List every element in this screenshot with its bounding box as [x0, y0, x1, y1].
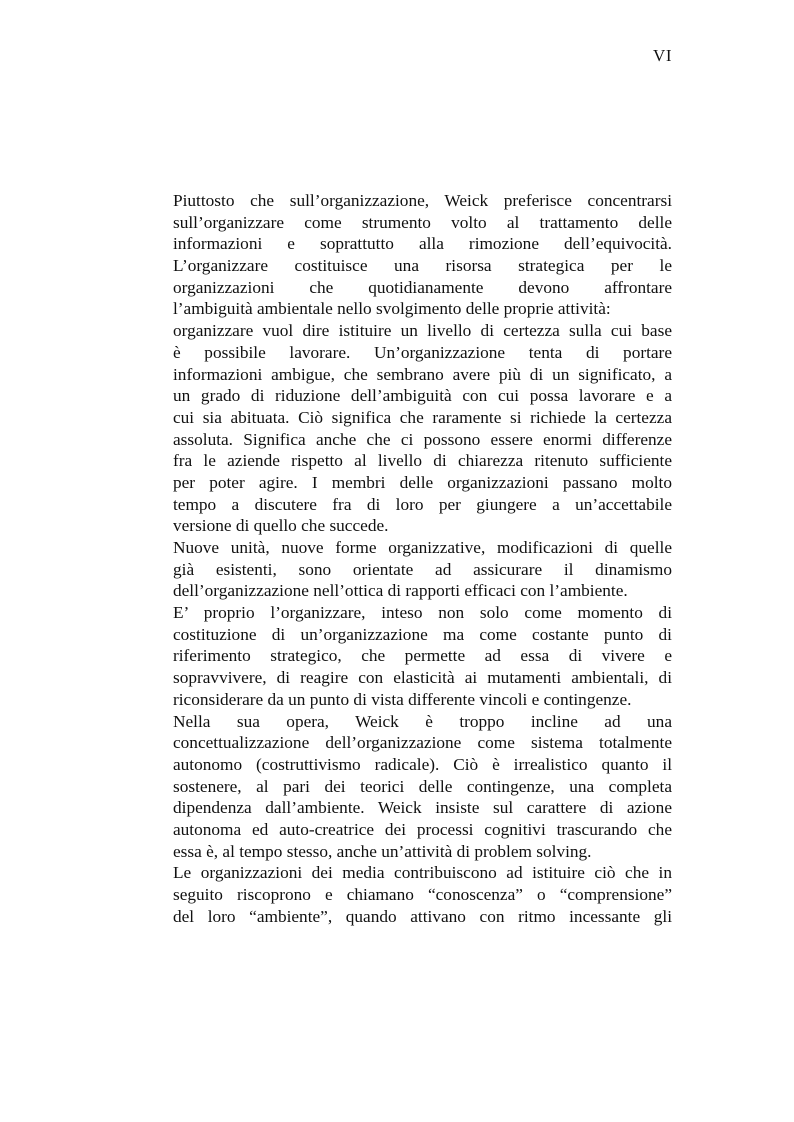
text-line: già esistenti, sono orientate ad assicurare il dinamismo	[173, 559, 672, 579]
text-line: essa è, al tempo stesso, anche un’attività di problem solving.	[173, 841, 592, 861]
text-line: Le organizzazioni dei media contribuiscono ad istituire ciò che in	[173, 863, 672, 883]
text-line: riconsiderare da un punto di vista differente vincoli e contingenze.	[173, 689, 632, 709]
text-line: E’ proprio l’organizzare, inteso non solo come momento di	[173, 603, 672, 623]
text-line: autonomo (costruttivismo radicale). Ciò è irrealistico quanto il	[173, 754, 672, 774]
body-text	[173, 190, 672, 927]
text-line: L’organizzare costituisce una risorsa strategica per le	[173, 256, 672, 276]
text-line: dipendenza dall’ambiente. Weick insiste sul carattere di azione	[173, 798, 672, 818]
text-line: costituzione di un’organizzazione ma come costante punto di	[173, 624, 672, 644]
text-line: sostenere, al pari dei teorici delle contingenze, una completa	[173, 776, 672, 796]
text-line: del loro “ambiente”, quando attivano con ritmo incessante gli	[173, 906, 672, 926]
text-line: versione di quello che succede.	[173, 516, 389, 536]
text-line: assoluta. Significa anche che ci possono essere enormi differenze	[173, 429, 672, 449]
text-line: cui sia abituata. Ciò significa che raramente si richiede la certezza	[173, 407, 672, 427]
text-line: sopravvivere, di reagire con elasticità ai mutamenti ambientali, di	[173, 668, 672, 688]
text-line: seguito riscoprono e chiamano “conoscenza” o “comprensione”	[173, 885, 672, 904]
text-line: Nuove unità, nuove forme organizzative, modificazioni di quelle	[173, 538, 672, 557]
text-line: un grado di riduzione dell’ambiguità con cui possa lavorare e a	[173, 386, 672, 406]
text-line: autonoma ed auto-creatrice dei processi cognitivi trascurando che	[173, 819, 672, 839]
text-line: fra le aziende rispetto al livello di chiarezza ritenuto sufficiente	[173, 451, 672, 471]
text-line: tempo a discutere fra di loro per giungere a un’accettabile	[173, 494, 672, 514]
text-line: informazioni ambigue, che sembrano avere più di un significato, a	[173, 364, 672, 384]
paragraph	[173, 320, 672, 537]
paragraph	[173, 537, 672, 602]
paragraph	[173, 190, 672, 320]
text-line: è possibile lavorare. Un’organizzazione tenta di portare	[173, 342, 672, 362]
text-line: per poter agire. I membri delle organizzazioni passano molto	[173, 472, 672, 492]
text-line: organizzare vuol dire istituire un livello di certezza sulla cui base	[173, 321, 672, 341]
text-line: dell’organizzazione nell’ottica di rapporti efficaci con l’ambiente.	[173, 581, 628, 601]
text-line: concettualizzazione dell’organizzazione come sistema totalmente	[173, 733, 672, 753]
text-line: organizzazioni che quotidianamente devono affrontare	[173, 277, 672, 297]
text-line: Nella sua opera, Weick è troppo incline ad una	[173, 711, 672, 731]
paragraph	[173, 602, 672, 710]
text-line: sull’organizzare come strumento volto al trattamento delle	[173, 212, 672, 232]
text-line: informazioni e soprattutto alla rimozione dell’equivocità.	[173, 234, 672, 254]
page-number: VI	[653, 46, 672, 65]
paragraph	[173, 711, 672, 863]
paragraph	[173, 862, 672, 927]
text-line: riferimento strategico, che permette ad essa di vivere e	[173, 646, 672, 666]
text-line: l’ambiguità ambientale nello svolgimento delle proprie attività:	[173, 299, 611, 319]
text-line: Piuttosto che sull’organizzazione, Weick preferisce concentrarsi	[173, 191, 672, 210]
